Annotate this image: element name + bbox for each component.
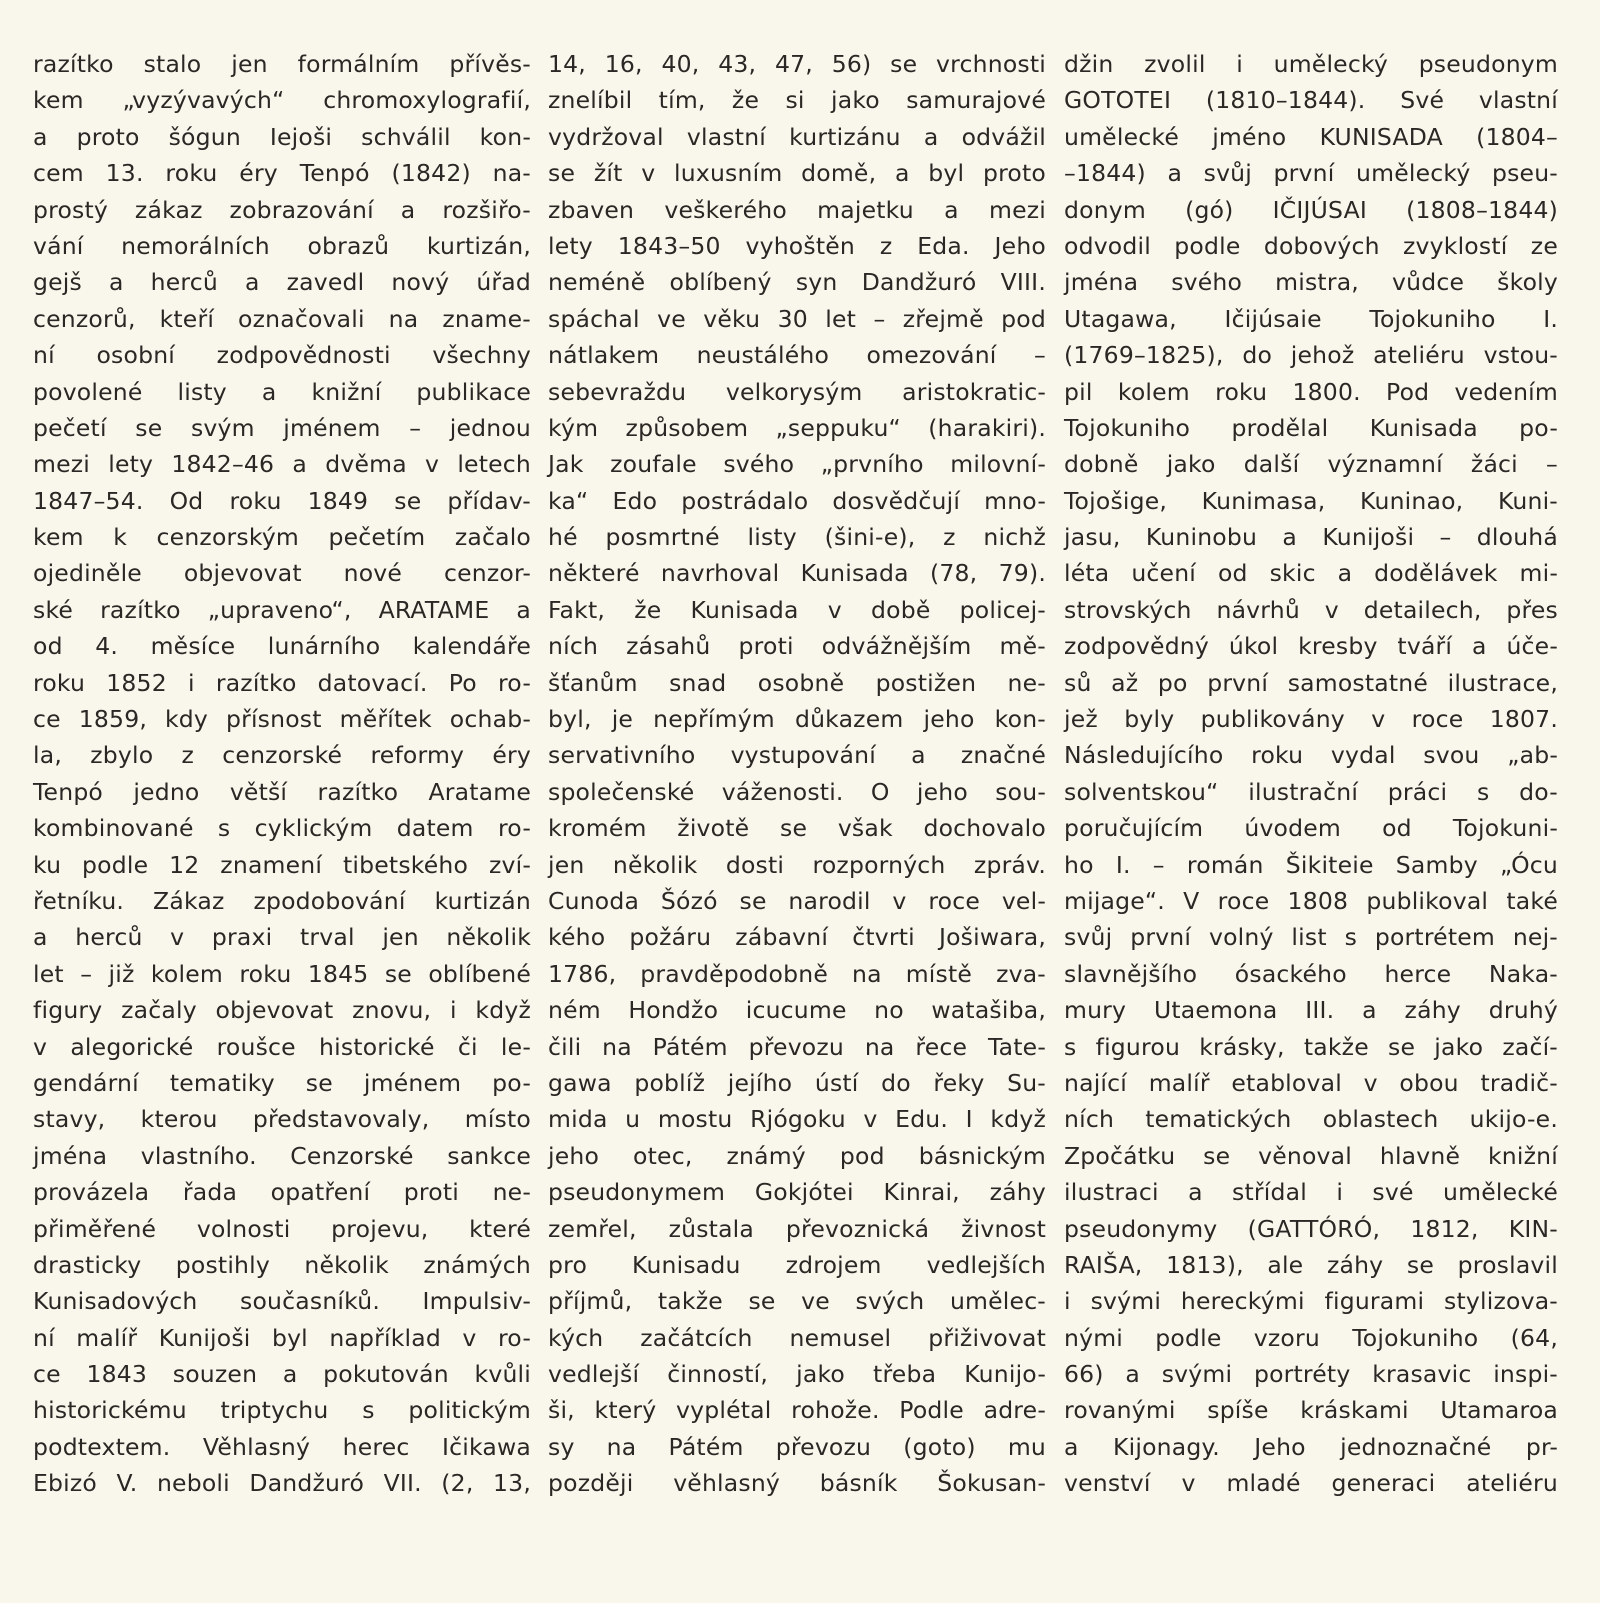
text-line: let – již kolem roku 1845 se oblíbené — [33, 959, 531, 988]
text-line: džin zvolil i umělecký pseudonym — [1064, 50, 1558, 78]
text-line: čili na Pátém převozu na řece Tate- — [548, 1032, 1046, 1061]
text-line: ce 1843 souzen a pokutován kvůli — [33, 1360, 531, 1389]
text-line: vydržoval vlastní kurtizánu a odvážil — [548, 122, 1046, 151]
text-line: ka“ Edo postrádalo dosvědčují mno- — [548, 486, 1046, 515]
text-line: lety 1843–50 vyhoštěn z Eda. Jeho — [548, 231, 1046, 260]
text-line: Cunoda Šózó se narodil v roce vel- — [548, 886, 1046, 915]
text-line: byl, je nepřímým důkazem jeho kon- — [548, 705, 1046, 734]
text-line: Tojošige, Kunimasa, Kuninao, Kuni- — [1064, 486, 1558, 515]
text-line: gawa poblíž jejího ústí do řeky Su- — [548, 1068, 1046, 1097]
text-line: ní osobní zodpovědnosti všechny — [33, 341, 531, 370]
text-line: pečetí se svým jménem – jednou — [33, 413, 531, 442]
text-line: sů až po první samostatné ilustrace, — [1064, 668, 1558, 697]
text-line: Tenpó jedno větší razítko Aratame — [33, 777, 531, 806]
text-line: sebevraždu velkorysým aristokratic- — [548, 377, 1046, 406]
text-line: GOTOTEI (1810–1844). Své vlastní — [1064, 86, 1558, 115]
text-line: povolené listy a knižní publikace — [33, 377, 531, 406]
text-line: razítko stalo jen formálním přívěs- — [33, 50, 531, 78]
text-line: ši, který vyplétal rohože. Podle adre- — [548, 1396, 1046, 1425]
text-line: v alegorické roušce historické či le- — [33, 1032, 531, 1061]
text-column-1 — [33, 46, 531, 1502]
text-line: se žít v luxusním domě, a byl proto — [548, 159, 1046, 188]
text-line: řetníku. Zákaz zpodobování kurtizán — [33, 886, 531, 915]
text-line: ních zásahů proti odvážnějším mě- — [548, 632, 1046, 661]
text-line: poručujícím úvodem od Tojokuni- — [1064, 814, 1558, 843]
text-line: ném Hondžo icucume no watašiba, — [548, 996, 1046, 1025]
text-line: Fakt, že Kunisada v době policej- — [548, 595, 1046, 624]
text-line: (1769–1825), do jehož ateliéru vstou- — [1064, 341, 1558, 370]
text-line: RAIŠA, 1813), ale záhy se proslavil — [1064, 1250, 1558, 1279]
text-line: ojediněle objevovat nové cenzor- — [33, 559, 531, 588]
text-line: jasu, Kuninobu a Kunijoši – dlouhá — [1064, 523, 1558, 552]
text-line: spáchal ve věku 30 let – zřejmě pod — [548, 304, 1046, 333]
text-line: strovských návrhů v detailech, přes — [1064, 595, 1558, 624]
text-line: donym (gó) IČIJÚSAI (1808–1844) — [1064, 195, 1558, 224]
text-line: roku 1852 i razítko datovací. Po ro- — [33, 668, 531, 697]
text-line: –1844) a svůj první umělecký pseu- — [1064, 159, 1558, 188]
text-line: později věhlasný básník Šokusan- — [548, 1469, 1046, 1498]
text-line: kých začátcích nemusel přiživovat — [548, 1323, 1046, 1352]
text-line: Tojokuniho prodělal Kunisada po- — [1064, 413, 1558, 442]
text-line: odvodil podle dobových zvyklostí ze — [1064, 231, 1558, 260]
text-line: dobně jako další významní žáci – — [1064, 450, 1558, 479]
text-line: léta učení od skic a dodělávek mi- — [1064, 559, 1558, 588]
text-line: pseudonymy (GATTÓRÓ, 1812, KIN- — [1064, 1214, 1558, 1243]
text-line: a herců v praxi trval jen několik — [33, 923, 531, 952]
text-line: mezi lety 1842–46 a dvěma v letech — [33, 450, 531, 479]
text-column-3 — [1064, 46, 1558, 1502]
text-line: některé navrhoval Kunisada (78, 79). — [548, 559, 1046, 588]
text-line: solventskou“ ilustrační práci s do- — [1064, 777, 1558, 806]
text-line: vání nemorálních obrazů kurtizán, — [33, 231, 531, 260]
text-line: svůj první volný list s portrétem nej- — [1064, 923, 1558, 952]
text-line: la, zbylo z cenzorské reformy éry — [33, 741, 531, 770]
text-line: ho I. – román Šikiteie Samby „Ócu — [1064, 850, 1558, 879]
text-line: společenské váženosti. O jeho sou- — [548, 777, 1046, 806]
text-line: provázela řada opatření proti ne- — [33, 1178, 531, 1207]
text-line: gendární tematiky se jménem po- — [33, 1068, 531, 1097]
text-line: ních tematických oblastech ukijo-e. — [1064, 1105, 1558, 1134]
text-line: jeho otec, známý pod básnickým — [548, 1141, 1046, 1170]
text-line: Jak zoufale svého „prvního milovní- — [548, 450, 1046, 479]
text-line: kem „vyzývavých“ chromoxylografií, — [33, 86, 531, 115]
text-line: ilustraci a střídal i své umělecké — [1064, 1178, 1558, 1207]
text-line: zbaven veškerého majetku a mezi — [548, 195, 1046, 224]
text-line: servativního vystupování a značné — [548, 741, 1046, 770]
text-line: ské razítko „upraveno“, ARATAME a — [33, 595, 531, 624]
text-line: Následujícího roku vydal svou „ab- — [1064, 741, 1558, 770]
text-line: 1786, pravděpodobně na místě zva- — [548, 959, 1046, 988]
text-line: mury Utaemona III. a záhy druhý — [1064, 996, 1558, 1025]
text-line: kého požáru zábavní čtvrti Jošiwara, — [548, 923, 1046, 952]
text-line: jména vlastního. Cenzorské sankce — [33, 1141, 531, 1170]
text-line: cenzorů, kteří označovali na zname- — [33, 304, 531, 333]
document-page — [0, 46, 1600, 1586]
text-line: od 4. měsíce lunárního kalendáře — [33, 632, 531, 661]
text-line: pro Kunisadu zdrojem vedlejších — [548, 1250, 1046, 1279]
text-line: prostý zákaz zobrazování a rozšiřo- — [33, 195, 531, 224]
text-line: podtextem. Věhlasný herec Ičikawa — [33, 1432, 531, 1461]
text-line: pil kolem roku 1800. Pod vedením — [1064, 377, 1558, 406]
text-line: historickému triptychu s politickým — [33, 1396, 531, 1425]
text-line: Utagawa, Ičijúsaie Tojokuniho I. — [1064, 304, 1558, 333]
text-line: jen několik dosti rozporných zpráv. — [548, 850, 1046, 879]
text-line: Ebizó V. neboli Dandžuró VII. (2, 13, — [33, 1469, 531, 1498]
text-line: nátlakem neustálého omezování – — [548, 341, 1046, 370]
text-line: pseudonymem Gokjótei Kinrai, záhy — [548, 1178, 1046, 1207]
text-line: přiměřené volnosti projevu, které — [33, 1214, 531, 1243]
text-line: mida u mostu Rjógoku v Edu. I když — [548, 1105, 1046, 1134]
text-line: cem 13. roku éry Tenpó (1842) na- — [33, 159, 531, 188]
text-line: neméně oblíbený syn Dandžuró VIII. — [548, 268, 1046, 297]
text-line: 1847–54. Od roku 1849 se přídav- — [33, 486, 531, 515]
text-line: nými podle vzoru Tojokuniho (64, — [1064, 1323, 1558, 1352]
text-line: a Kijonagy. Jeho jednoznačné pr- — [1064, 1432, 1558, 1461]
text-line: Kunisadových současníků. Impulsiv- — [33, 1287, 531, 1316]
text-line: s figurou krásky, takže se jako začí- — [1064, 1032, 1558, 1061]
text-line: znelíbil tím, že si jako samurajové — [548, 86, 1046, 115]
text-line: nající malíř etabloval v obou tradič- — [1064, 1068, 1558, 1097]
text-line: ku podle 12 znamení tibetského zví- — [33, 850, 531, 879]
text-line: šťanům snad osobně postižen ne- — [548, 668, 1046, 697]
text-line: hé posmrtné listy (šini-e), z nichž — [548, 523, 1046, 552]
text-line: venství v mladé generaci ateliéru — [1064, 1469, 1558, 1498]
text-line: Zpočátku se věnoval hlavně knižní — [1064, 1141, 1558, 1170]
text-line: umělecké jméno KUNISADA (1804– — [1064, 122, 1558, 151]
text-column-2 — [548, 46, 1046, 1502]
text-line: figury začaly objevovat znovu, i když — [33, 996, 531, 1025]
text-line: a proto šógun Iejoši schválil kon- — [33, 122, 531, 151]
text-line: 14, 16, 40, 43, 47, 56) se vrchnosti — [548, 50, 1046, 78]
text-line: kombinované s cyklickým datem ro- — [33, 814, 531, 843]
text-line: příjmů, takže se ve svých umělec- — [548, 1287, 1046, 1316]
text-line: rovanými spíše kráskami Utamaroa — [1064, 1396, 1558, 1425]
text-line: kem k cenzorským pečetím začalo — [33, 523, 531, 552]
text-line: drasticky postihly několik známých — [33, 1250, 531, 1279]
text-line: 66) a svými portréty krasavic inspi- — [1064, 1360, 1558, 1389]
text-line: sy na Pátém převozu (goto) mu — [548, 1432, 1046, 1461]
text-line: zodpovědný úkol kresby tváří a úče- — [1064, 632, 1558, 661]
text-line: i svými hereckými figurami stylizova- — [1064, 1287, 1558, 1316]
text-line: vedlejší činností, jako třeba Kunijo- — [548, 1360, 1046, 1389]
text-line: slavnějšího ósackého herce Naka- — [1064, 959, 1558, 988]
text-line: gejš a herců a zavedl nový úřad — [33, 268, 531, 297]
text-line: stavy, kterou představovaly, místo — [33, 1105, 531, 1134]
text-line: ní malíř Kunijoši byl například v ro- — [33, 1323, 531, 1352]
text-line: jména svého mistra, vůdce školy — [1064, 268, 1558, 297]
text-line: ce 1859, kdy přísnost měřítek ochab- — [33, 705, 531, 734]
text-line: kromém životě se však dochovalo — [548, 814, 1046, 843]
text-line: kým způsobem „seppuku“ (harakiri). — [548, 413, 1046, 442]
text-line: jež byly publikovány v roce 1807. — [1064, 705, 1558, 734]
text-line: zemřel, zůstala převoznická živnost — [548, 1214, 1046, 1243]
text-line: mijage“. V roce 1808 publikoval také — [1064, 886, 1558, 915]
